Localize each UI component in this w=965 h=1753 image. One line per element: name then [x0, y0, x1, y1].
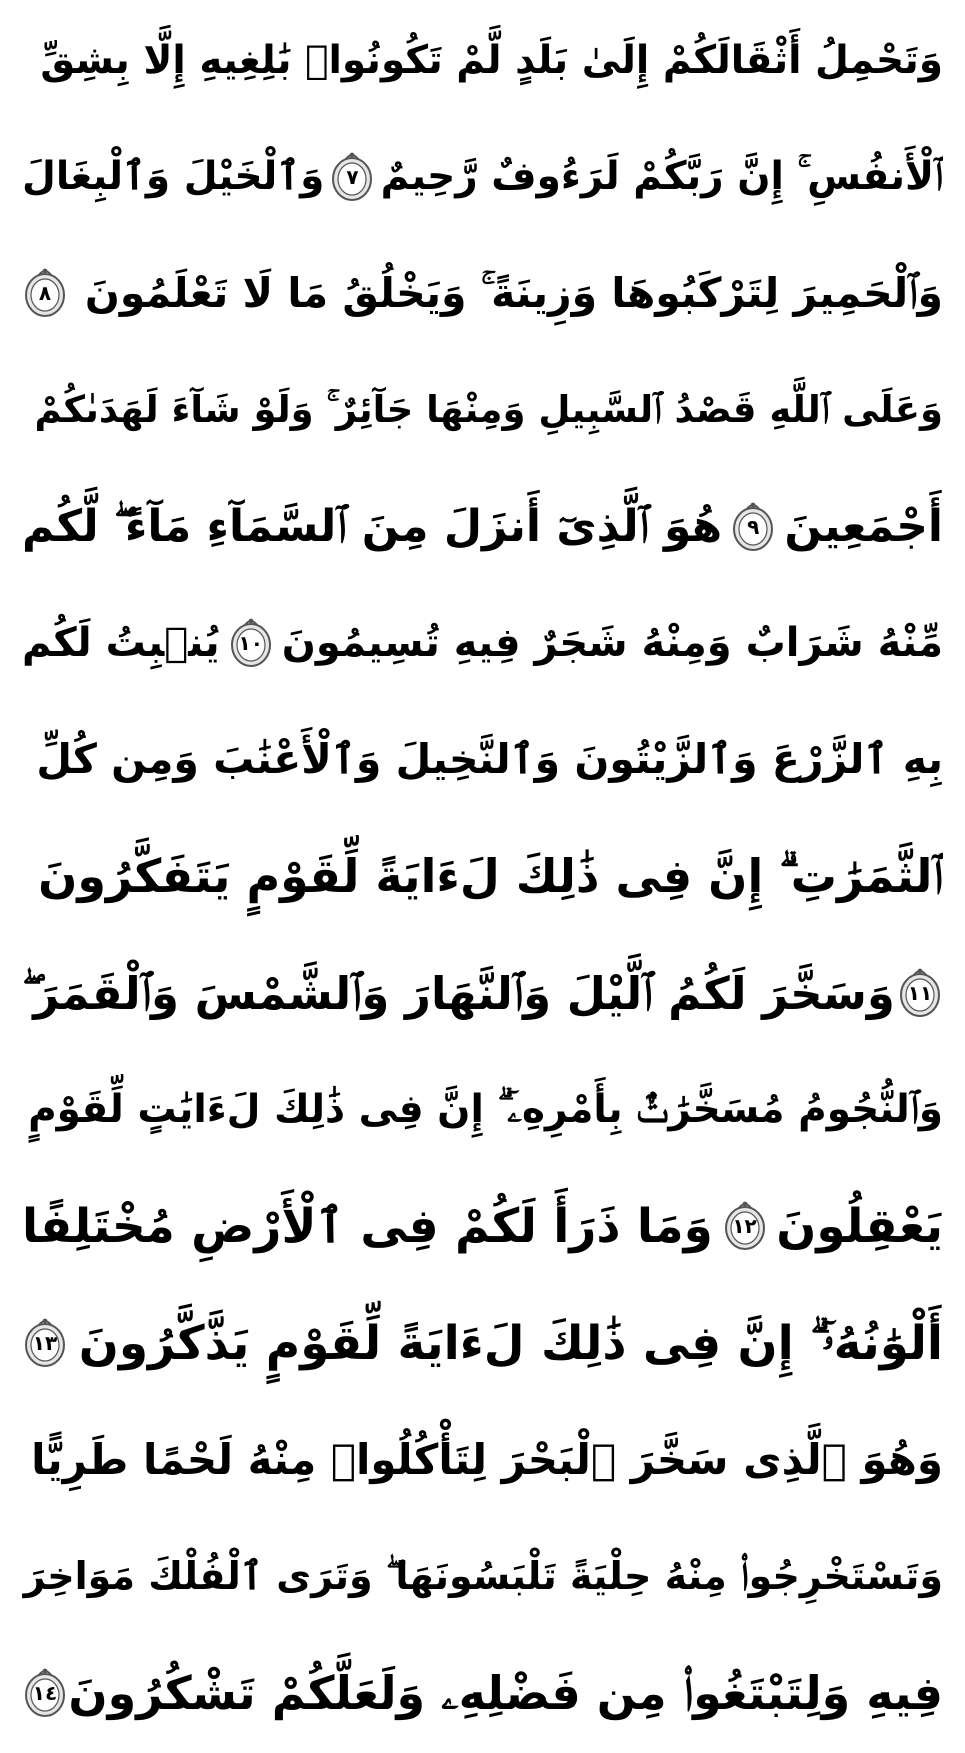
verse-text: وَتَسْتَخْرِجُوا۟ مِنْهُ حِلْيَةً تَلْبَسُونَهَا ۖ وَتَرَى ٱلْفُلْكَ مَوَاخِرَ — [23, 1554, 943, 1599]
verse-text: وَهُوَ ٱلَّذِى سَخَّرَ ٱلْبَحْرَ لِتَأْكُلُوا۟ مِنْهُ لَحْمًا طَرِيًّا — [31, 1434, 943, 1484]
verse-line — [22, 828, 943, 924]
ayah-number: ٧ — [346, 164, 359, 189]
verse-line — [22, 129, 943, 225]
verse-line — [22, 712, 943, 808]
verse-text: وَتَحْمِلُ أَثْقَالَكُمْ إِلَىٰ بَلَدٍ لَّمْ تَكُونُوا۟ بَٰلِغِيهِ إِلَّا بِشِقِّ — [40, 37, 943, 83]
verse-line — [22, 1295, 943, 1391]
verse-text: وَعَلَى ٱللَّهِ قَصْدُ ٱلسَّبِيلِ وَمِنْهَا جَآئِرٌ ۚ وَلَوْ شَآءَ لَهَدَىٰكُمْ — [34, 388, 943, 432]
ayah-number: ١٠ — [238, 631, 263, 656]
verse-text: أَجْمَعِينَ — [784, 500, 943, 552]
verse-line — [22, 945, 943, 1041]
verse-text: أَلْوَٰنُهُۥٓ ۗ إِنَّ فِى ذَٰلِكَ لَءَايَةً لِّقَوْمٍ يَذَّكَّرُونَ — [78, 1315, 943, 1371]
ayah-number: ١٤ — [32, 1680, 58, 1705]
verse-text: ٱلْأَنفُسِ ۚ إِنَّ رَبَّكُمْ لَرَءُوفٌ رَّحِيمٌ — [380, 154, 943, 200]
verse-text: يُنۢبِتُ لَكُم — [22, 620, 220, 667]
verse-text: وَمَا ذَرَأَ لَكُمْ فِى ٱلْأَرْضِ مُخْتَلِفًا — [22, 1198, 713, 1254]
ayah-end-marker-icon — [329, 150, 375, 204]
verse-text: فِيهِ وَلِتَبْتَغُوا۟ مِن فَضْلِهِۦ وَلَعَلَّكُمْ تَشْكُرُونَ — [68, 1665, 943, 1720]
verse-line — [22, 1062, 943, 1158]
verse-text: وَٱلْحَمِيرَ لِتَرْكَبُوهَا وَزِينَةً ۚ وَيَخْلُقُ مَا لَا تَعْلَمُونَ — [84, 268, 943, 317]
verse-line — [22, 479, 943, 575]
verse-text: وَٱلنُّجُومُ مُسَخَّرَٰتٌۢ بِأَمْرِهِۦٓ ۗ إِنَّ فِى ذَٰلِكَ لَءَايَٰتٍ لِّقَوْمٍ — [28, 1087, 943, 1133]
verse-line — [22, 595, 943, 691]
verse-text: وَسَخَّرَ لَكُمُ ٱلَّيْلَ وَٱلنَّهَارَ وَٱلشَّمْسَ وَٱلْقَمَرَ ۖ — [22, 966, 895, 1020]
ayah-number: ٨ — [38, 281, 52, 306]
ayah-end-marker-icon — [722, 1199, 768, 1253]
verse-line — [22, 362, 943, 458]
ayah-end-marker-icon — [22, 1666, 68, 1720]
verse-text: وَٱلْخَيْلَ وَٱلْبِغَالَ — [22, 154, 325, 200]
ayah-number: ٩ — [747, 514, 760, 539]
ayah-number: ١٣ — [32, 1331, 58, 1356]
ayah-end-marker-icon — [22, 1316, 68, 1370]
ayah-number: ١١ — [907, 981, 933, 1006]
verse-text: هُوَ ٱلَّذِىٓ أَنزَلَ مِنَ ٱلسَّمَآءِ مَآءً ۖ لَّكُم — [22, 500, 723, 552]
verse-line — [22, 12, 943, 108]
ayah-end-marker-icon — [228, 616, 274, 670]
ayah-end-marker-icon — [730, 500, 776, 554]
verse-text: مِّنْهُ شَرَابٌ وَمِنْهُ شَجَرٌ فِيهِ تُسِيمُونَ — [281, 620, 943, 667]
verse-line — [22, 1528, 943, 1624]
verse-line — [22, 1645, 943, 1741]
ayah-number: ١٢ — [732, 1214, 757, 1239]
verse-text: بِهِ ٱلزَّرْعَ وَٱلزَّيْتُونَ وَٱلنَّخِيلَ وَٱلْأَعْنَٰبَ وَمِن كُلِّ — [36, 735, 943, 784]
ayah-end-marker-icon — [897, 966, 943, 1020]
verse-text: يَعْقِلُونَ — [776, 1198, 943, 1254]
verse-line — [22, 245, 943, 341]
ayah-end-marker-icon — [22, 266, 68, 320]
verse-line — [22, 1178, 943, 1274]
verse-line — [22, 1412, 943, 1508]
verse-text: ٱلثَّمَرَٰتِ ۗ إِنَّ فِى ذَٰلِكَ لَءَايَةً لِّقَوْمٍ يَتَفَكَّرُونَ — [38, 849, 943, 904]
verse-lines — [22, 12, 943, 1741]
